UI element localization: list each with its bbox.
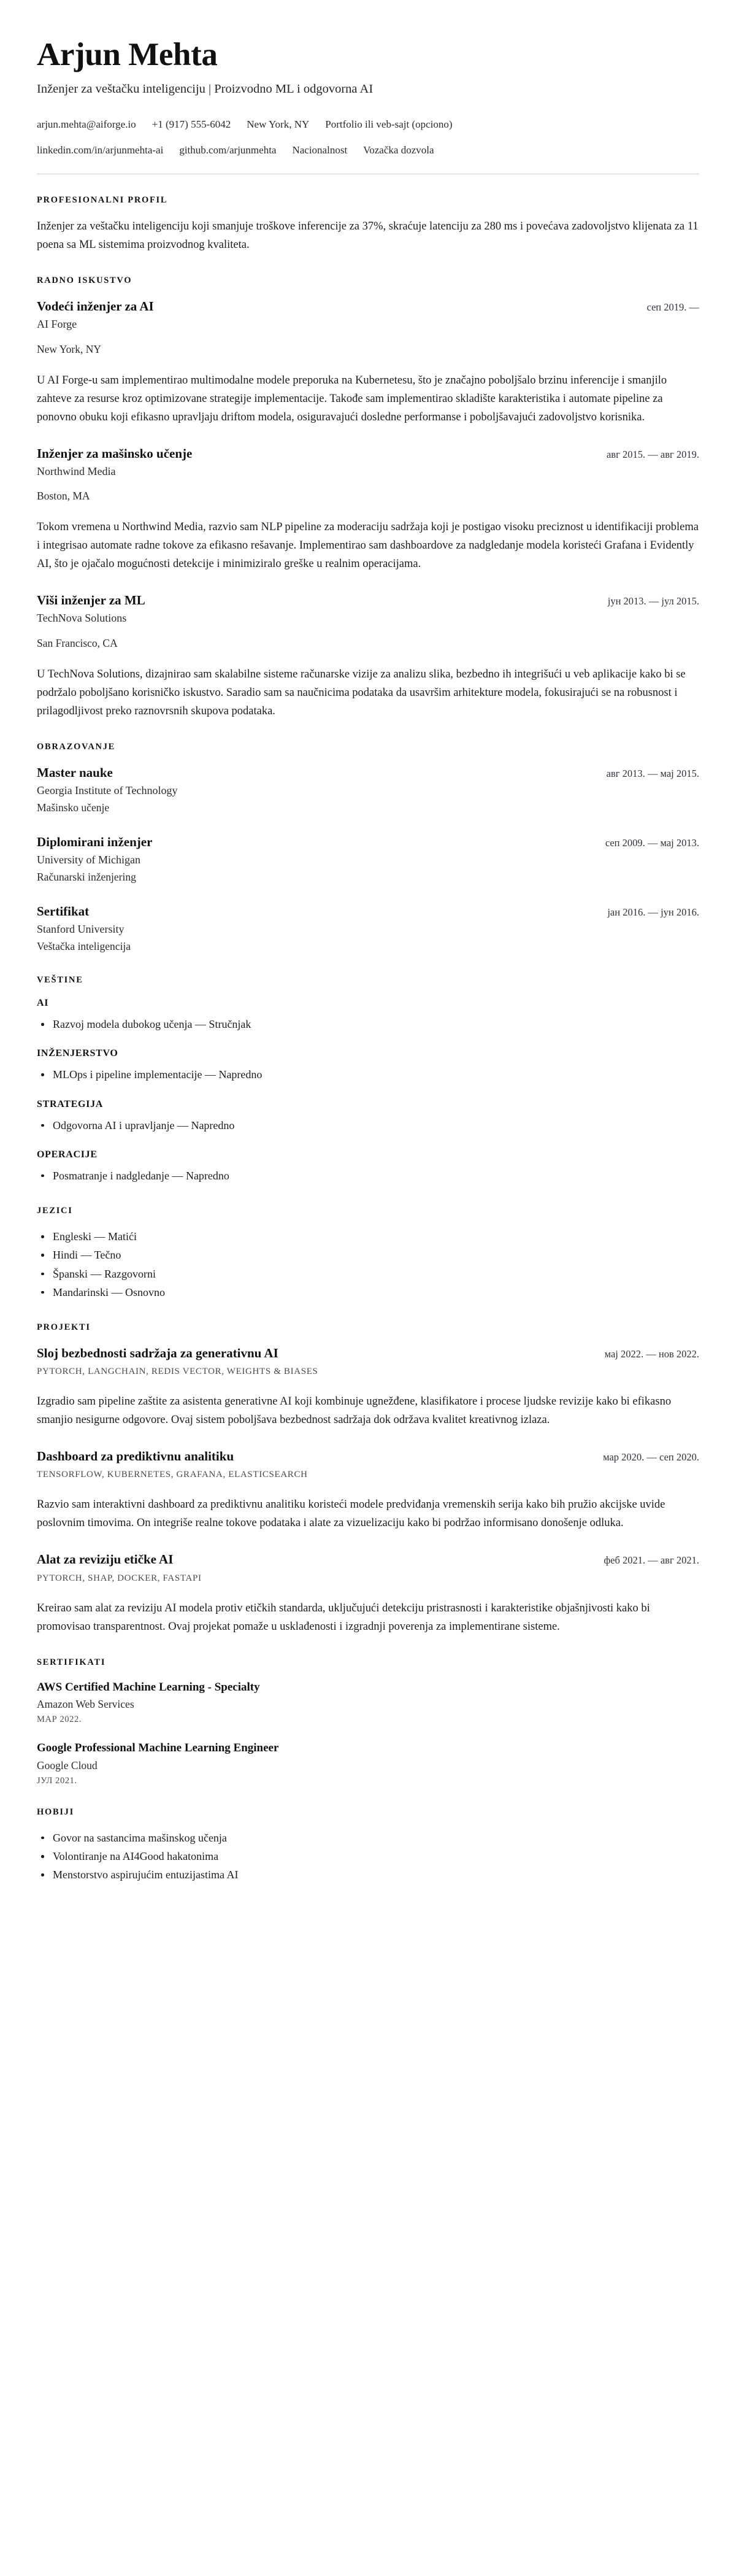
language-item: Španski — Razgovorni (37, 1265, 699, 1283)
education-entry (37, 903, 699, 954)
skill-category-label: AI (37, 998, 49, 1009)
project-title: Sloj bezbednosti sadržaja za generativnu AI (37, 1345, 278, 1360)
experience-date-range: сеп 2019. — (646, 301, 699, 314)
experience-location: San Francisco, CA (37, 636, 118, 649)
education-date-range: сеп 2009. — мај 2013. (605, 836, 699, 849)
education-entry (37, 765, 699, 816)
skill-list (37, 1167, 699, 1185)
skill-group (37, 998, 699, 1033)
language-item: Hindi — Tečno (37, 1246, 699, 1264)
contact-drivers-license: Vozačka dozvola (363, 144, 434, 156)
project-entry (37, 1551, 699, 1636)
education-entry-head (37, 834, 699, 850)
skill-list (37, 1116, 699, 1135)
project-date-range: феб 2021. — авг 2021. (604, 1554, 699, 1567)
section-title-languages: JEZICI (37, 1206, 73, 1216)
certificate-name: AWS Certified Machine Learning - Specialty (37, 1680, 260, 1694)
experience-company: Northwind Media (37, 465, 116, 477)
section-title-projects: PROJEKTI (37, 1322, 91, 1332)
skill-group (37, 1149, 699, 1185)
section-education (37, 742, 699, 955)
experience-description: U AI Forge-u sam implementirao multimodalne modele preporuka na Kubernetesu, što je značajno poboljšalo brzinu inferencije i smanjilo zahteve za resurse kroz optimizovane strategije implementacije. Takođe sam implementirao skladište karakteristika i automate pipeline za ponovno obuku koji efikasno upravljaju driftom modela, osiguravajući dosledne performanse i poboljšavajući zadovoljstvo korisnika. (37, 374, 667, 423)
experience-job-title: Viši inženjer za ML (37, 593, 145, 608)
hobby-item: Volontiranje na AI4Good hakatonima (37, 1847, 699, 1865)
experience-job-title: Inženjer za mašinsko učenje (37, 445, 193, 461)
section-work-experience (37, 276, 699, 720)
education-date-range: јан 2016. — јун 2016. (607, 906, 699, 918)
certificate-issuer: Google Cloud (37, 1759, 98, 1772)
hobby-item: Menstorstvo aspirujućim entuzijastima AI (37, 1865, 699, 1884)
experience-entry (37, 592, 699, 720)
contact-row-primary (37, 117, 699, 133)
contact-linkedin[interactable]: linkedin.com/in/arjunmehta-ai (37, 144, 164, 156)
education-field: Mašinsko učenje (37, 801, 110, 814)
resume-header (37, 38, 699, 174)
certificate-date: ЈУЛ 2021. (37, 1775, 77, 1786)
skill-category-label: OPERACIJE (37, 1149, 98, 1160)
section-skills (37, 975, 699, 1185)
hobby-list (37, 1829, 699, 1884)
education-school: University of Michigan (37, 854, 140, 866)
skill-item: MLOps i pipeline implementacije — Napredno (37, 1065, 699, 1084)
skill-list (37, 1015, 699, 1033)
experience-date-range: авг 2015. — авг 2019. (606, 448, 699, 460)
profile-summary-text: Inženjer za veštačku inteligenciju koji smanjuje troškove inferencije za 37%, skraćuje latenciju za 280 ms i povećava zadovoljstvo klijenata za 11 poena sa ML sistemima proizvodnog kvaliteta. (37, 220, 699, 252)
certificate-entry (37, 1741, 699, 1786)
certificate-issuer: Amazon Web Services (37, 1698, 134, 1711)
experience-company: TechNova Solutions (37, 612, 127, 625)
certificate-date: МАР 2022. (37, 1714, 82, 1725)
experience-entry-head (37, 445, 699, 461)
education-degree: Master nauke (37, 765, 113, 780)
skill-group (37, 1048, 699, 1084)
section-hobbies (37, 1807, 699, 1884)
skill-group (37, 1099, 699, 1135)
language-list (37, 1227, 699, 1301)
section-title-skills: VEŠTINE (37, 975, 83, 985)
section-title-certificates: SERTIFIKATI (37, 1657, 106, 1667)
project-description: Razvio sam interaktivni dashboard za prediktivnu analitiku koristeći modele predviđanja vremenskih serija kako bih pružio akcijske uvide poslovnim timovima. On integriše realne tokove podataka i alate za vizuelizaciju kako bi podržao informisano donošenje odluka. (37, 1498, 665, 1530)
contact-email[interactable]: arjun.mehta@aiforge.io (37, 118, 136, 131)
education-degree: Diplomirani inženjer (37, 834, 153, 849)
project-description: Kreirao sam alat za reviziju AI modela protiv etičkih standarda, uključujući detekciju pristrasnosti i karakteristike objašnjivosti kako bi promovisao transparentnost. Ovaj projekat pomaže u usklađenosti i izgradnji poverenja za implementirane sisteme. (37, 1602, 650, 1633)
project-title: Alat za reviziju etičke AI (37, 1552, 174, 1567)
project-entry (37, 1448, 699, 1533)
skill-list (37, 1065, 699, 1084)
education-degree: Sertifikat (37, 903, 90, 919)
contact-location: New York, NY (247, 118, 310, 131)
experience-description: U TechNova Solutions, dizajnirao sam skalabilne sisteme računarske vizije za analizu slika, bezbedno ih integrišući u veb aplikacije kako bi se podržalo poboljšano korisničko iskustvo. Saradio sam sa naučnicima podataka da usavršim arhitekture modela, fokusirajući se na robusnost i prilagodljivost preko raznovrsnih skupova podataka. (37, 668, 686, 717)
skill-category-label: STRATEGIJA (37, 1098, 104, 1109)
contact-portfolio[interactable]: Portfolio ili veb-sajt (opciono) (325, 118, 453, 131)
contact-nationality: Nacionalnost (292, 144, 348, 156)
candidate-headline: Inženjer za veštačku inteligenciju | Proizvodno ML i odgovorna AI (37, 82, 374, 96)
education-field: Veštačka inteligencija (37, 940, 131, 953)
contact-phone[interactable]: +1 (917) 555-6042 (151, 118, 231, 131)
project-entry-head (37, 1345, 699, 1361)
language-item: Mandarinski — Osnovno (37, 1283, 699, 1301)
skill-item: Razvoj modela dubokog učenja — Stručnjak (37, 1015, 699, 1033)
education-date-range: авг 2013. — мај 2015. (606, 767, 699, 779)
project-entry (37, 1345, 699, 1430)
education-school: Georgia Institute of Technology (37, 784, 178, 796)
project-date-range: мај 2022. — нов 2022. (604, 1348, 699, 1360)
contact-github[interactable]: github.com/arjunmehta (179, 144, 277, 156)
project-title: Dashboard za prediktivnu analitiku (37, 1449, 234, 1464)
certificate-name: Google Professional Machine Learning Engineer (37, 1741, 279, 1755)
candidate-name: Arjun Mehta (37, 37, 218, 72)
education-field: Računarski inženjering (37, 871, 136, 884)
project-entry-head (37, 1551, 699, 1567)
section-title-profile: PROFESIONALNI PROFIL (37, 195, 168, 206)
project-date-range: мар 2020. — сеп 2020. (603, 1451, 699, 1463)
project-tech-stack: PYTORCH, SHAP, DOCKER, FASTAPI (37, 1573, 202, 1583)
project-description: Izgradio sam pipeline zaštite za asistenta generativne AI koji kombinuje ugnežđene, klasifikatore i procese ljudske revizije kako bi efikasno smanjio nesigurne odgovore. Ovaj sistem poboljšava bezbednost sadržaja dok održava kvalitet kreativnog izlaza. (37, 1395, 672, 1427)
section-professional-profile (37, 195, 699, 255)
experience-entry-head (37, 298, 699, 314)
education-entry-head (37, 903, 699, 919)
section-title-hobbies: HOBIJI (37, 1807, 74, 1817)
education-school: Stanford University (37, 923, 125, 936)
project-tech-stack: PYTORCH, LANGCHAIN, REDIS VECTOR, WEIGHTS & BIASES (37, 1367, 318, 1377)
hobby-item: Govor na sastancima mašinskog učenja (37, 1829, 699, 1847)
experience-location: Boston, MA (37, 490, 90, 503)
skill-item: Odgovorna AI i upravljanje — Napredno (37, 1116, 699, 1135)
project-entry-head (37, 1448, 699, 1464)
skill-item: Posmatranje i nadgledanje — Napredno (37, 1167, 699, 1185)
experience-entry (37, 445, 699, 574)
contact-row-secondary (37, 142, 699, 158)
education-entry-head (37, 765, 699, 781)
experience-location: New York, NY (37, 342, 102, 355)
experience-entry (37, 298, 699, 426)
language-item: Engleski — Matići (37, 1227, 699, 1246)
education-entry (37, 834, 699, 885)
certificate-entry (37, 1680, 699, 1726)
experience-job-title: Vodeći inženjer za AI (37, 299, 154, 314)
section-projects (37, 1322, 699, 1637)
experience-description: Tokom vremena u Northwind Media, razvio sam NLP pipeline za moderaciju sadržaja koji je postigao visoku preciznost u identifikaciji problema i integrisao automate radne tokove za efikasno rešavanje. Implementirao sam dashboardove za nadgledanje modela koristeći Grafana i Evidently AI, što je ojačalo mogućnosti detekcije i minimiziralo greške u realnim operacijama. (37, 521, 699, 571)
skill-category-label: INŽENJERSTVO (37, 1048, 118, 1059)
section-languages (37, 1206, 699, 1301)
experience-company: AI Forge (37, 318, 77, 331)
experience-date-range: јун 2013. — јул 2015. (607, 595, 699, 607)
section-certificates (37, 1657, 699, 1786)
section-title-experience: RADNO ISKUSTVO (37, 276, 132, 286)
section-title-education: OBRAZOVANJE (37, 741, 116, 752)
experience-entry-head (37, 592, 699, 608)
project-tech-stack: TENSORFLOW, KUBERNETES, GRAFANA, ELASTICSEARCH (37, 1470, 308, 1480)
